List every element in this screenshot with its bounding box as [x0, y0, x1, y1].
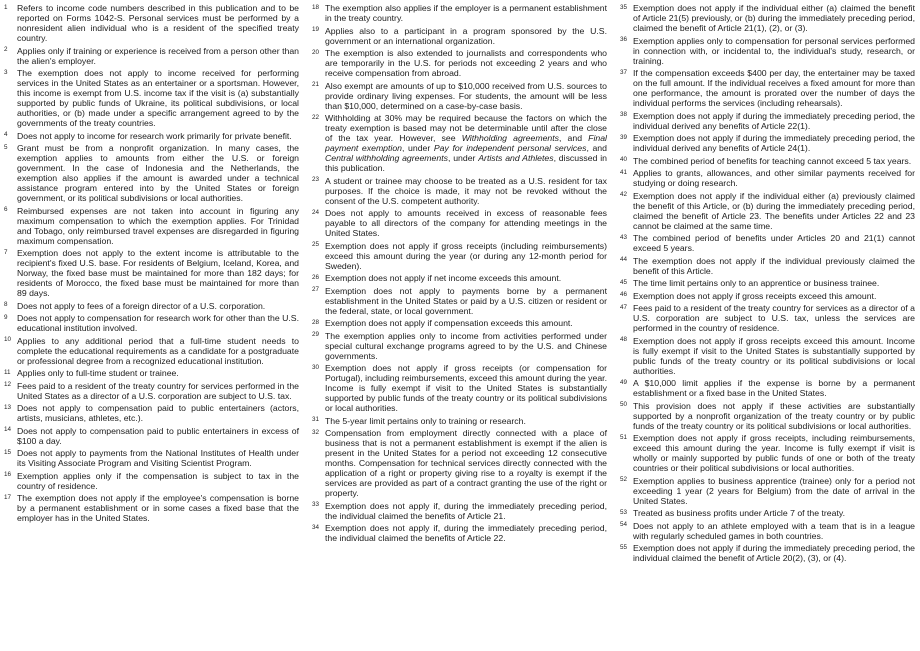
footnote-text: Exemption does not apply if during the immediately preceding period, the individual derived any benefits of Article 24(1).	[633, 133, 915, 153]
footnote-text: Exemption does not apply if during the immediately preceding period, the individual derived any benefits of Article 22(1).	[633, 110, 915, 131]
footnote-text: Applies only if training or experience is received from a person other than the alien's employer.	[17, 45, 299, 66]
footnote-text: Exemption does not apply if during the immediately preceding period, the individual claimed the benefit of Article 20(2), (3), or (4).	[633, 543, 915, 563]
footnote-number: 44	[620, 256, 628, 263]
footnote-number: 54	[620, 521, 628, 528]
footnote-number: 43	[620, 233, 628, 241]
footnote-number: 33	[312, 501, 320, 508]
footnote-item	[312, 416, 607, 426]
footnote-text: Applies also to a participant in a program sponsored by the U.S. government or an international organization.	[325, 25, 607, 46]
footnote-number: 52	[620, 476, 628, 483]
footnote-number: 20	[312, 48, 320, 56]
footnote-text-segment: Withholding at 30% may be required because the factors on which the treaty exemption is based may not be determinable until after the close of the tax year. However, see	[325, 113, 607, 143]
footnote-column	[312, 3, 607, 651]
footnote-number: 19	[312, 26, 320, 33]
footnote-item	[620, 508, 915, 518]
footnote-column	[4, 3, 299, 651]
footnote-item	[312, 523, 607, 543]
footnote-number: 2	[4, 46, 8, 53]
footnote-item	[312, 363, 607, 413]
footnote-number: 13	[4, 403, 12, 411]
footnote-item	[4, 381, 299, 401]
footnote-number: 15	[4, 448, 12, 456]
footnote-number: 16	[4, 471, 12, 478]
footnote-text: Exemption does not apply if, during the immediately preceding period, the individual claimed the benefits of Article 22.	[325, 523, 607, 543]
footnote-text: Applies only to full-time student or trainee.	[17, 368, 179, 378]
footnote-number: 55	[620, 543, 628, 551]
footnote-number: 36	[620, 36, 628, 43]
footnote-number: 45	[620, 278, 628, 286]
footnote-text: Also exempt are amounts of up to $10,000 received from U.S. sources to provide ordinary living expenses. For students, the amount will be less than $10,000, determined on a case-by-case basis.	[325, 80, 607, 111]
footnote-text: Exemption does not apply if gross receipts, including reimbursements, exceed this amount during the year. Income is fully exempt if visit is wholly or mainly supported by public funds of one or both of the treaty countries or their political subdivisions or local authorities.	[633, 433, 915, 473]
footnote-text: The 5-year limit pertains only to training or research.	[325, 415, 526, 426]
footnote-text-italic-segment: Pay for independent personal services	[433, 143, 587, 153]
footnote-item	[620, 191, 915, 231]
footnote-text: Applies to any additional period that a full-time student needs to complete the educational requirements as a candidate for a postgraduate or professional degree from a recognized educational institution.	[17, 335, 299, 366]
footnote-number: 24	[312, 208, 320, 216]
footnote-text: Does not apply to an athlete employed with a team that is in a league with regularly scheduled games in both countries.	[633, 520, 915, 541]
footnote-item	[4, 493, 299, 523]
footnote-item	[312, 26, 607, 46]
footnote-number: 48	[620, 336, 628, 343]
footnote-item	[620, 68, 915, 108]
footnote-number: 11	[4, 368, 11, 376]
footnote-item	[4, 143, 299, 203]
footnote-number: 21	[312, 81, 320, 88]
footnote-number: 10	[4, 336, 12, 343]
footnote-item	[620, 291, 915, 301]
footnote-text: Does not apply to compensation paid to public entertainers (actors, artists, musicians, athletes, etc.).	[17, 403, 299, 423]
footnote-text: Treated as business profits under Article 7 of the treaty.	[633, 508, 845, 518]
footnote-item	[312, 331, 607, 361]
footnote-number: 29	[312, 331, 320, 338]
footnote-text: The combined period of benefits under Articles 20 and 21(1) cannot exceed 5 years.	[633, 233, 915, 253]
footnote-number: 9	[4, 313, 8, 321]
footnote-text: Exemption does not apply to the extent income is attributable to the recipient's fixed U.S. base. For residents of Belgium, Iceland, Korea, and Norway, the fixed base must be maintained for more than 182 days; for residents of Morocco, the fixed base must be maintained for more than 89 days.	[17, 248, 299, 298]
footnote-number: 28	[312, 318, 320, 326]
footnote-item	[312, 501, 607, 521]
footnote-item	[620, 256, 915, 276]
footnote-text: The exemption applies only to income from activities performed under special cultural exchange programs agreed to by the U.S. and Chinese governments.	[325, 330, 607, 361]
footnote-text-segment: , and	[559, 133, 589, 143]
footnote-text	[325, 113, 607, 173]
footnote-number: 30	[312, 363, 320, 371]
footnote-number: 47	[620, 303, 628, 311]
footnote-item	[620, 3, 915, 33]
footnote-text: The exemption does not apply if the employee's compensation is borne by a permanent establishment or in some cases a fixed base that the employer has in the United States.	[17, 493, 299, 523]
footnote-item	[4, 336, 299, 366]
footnote-text: Refers to income code numbers described in this publication and to be reported on Forms 1042-S. Personal services must be performed by a nonresident alien individual who is a resident of the specified treaty country.	[17, 3, 299, 43]
footnote-text: Exemption does not apply to payments borne by a permanent establishment in the United States or paid by a U.S. citizen or resident or the federal, state, or local government.	[325, 285, 607, 316]
footnote-number: 5	[4, 143, 8, 151]
footnote-text: The exemption does not apply if the individual previously claimed the benefit of this Article.	[633, 255, 915, 276]
footnote-number: 6	[4, 206, 8, 213]
footnote-item	[620, 521, 915, 541]
footnote-text: Exemption does not apply if gross receipts exceed this amount.	[633, 290, 877, 301]
footnote-text: Applies to grants, allowances, and other similar payments received for studying or doing research.	[633, 168, 915, 188]
footnote-text: Exemption does not apply if gross receipts (or compensation for Portugal), including reimbursements, exceed this amount during the year. Income is fully exempt if visit to the United States is substantially supported by public funds of the treaty country or its political subdivisions or local authorities.	[325, 363, 607, 413]
footnote-text-segment: , under	[447, 153, 479, 163]
footnote-item	[4, 448, 299, 468]
footnote-text: Grant must be from a nonprofit organization. In many cases, the exemption applies to amounts from either the U.S. or foreign government. In the case of Indonesia and the Netherlands, the exemption also applies if the amount is awarded under a technical assistance program entered into by the United States or foreign government, or its political subdivisions or local authorities.	[17, 143, 299, 203]
footnote-item	[312, 273, 607, 283]
footnote-item	[4, 3, 299, 43]
footnote-number: 1	[4, 3, 8, 11]
footnote-item	[620, 278, 915, 288]
footnote-item	[620, 401, 915, 431]
footnote-text: The time limit pertains only to an apprentice or business trainee.	[633, 278, 880, 288]
footnote-number: 14	[4, 426, 12, 433]
footnote-text: Fees paid to a resident of the treaty country for services as a director of a U.S. corporation are subject to U.S. tax, unless the services are performed in the country of residence.	[633, 303, 915, 333]
footnote-text: Reimbursed expenses are not taken into account in figuring any maximum compensation to which the exemption applies. For Trinidad and Tobago, only reimbursed travel expenses are disregarded in figuring maximum compensation.	[17, 205, 299, 246]
footnote-number: 18	[312, 3, 320, 11]
footnote-item	[620, 233, 915, 253]
footnote-item	[4, 301, 299, 311]
footnote-item	[620, 36, 915, 66]
footnote-number: 35	[620, 3, 628, 11]
footnote-text: The exemption is also extended to journalists and correspondents who are temporarily in the U.S. for periods not exceeding 2 years and who receive compensation from abroad.	[325, 48, 607, 78]
footnote-text: Exemption does not apply if compensation exceeds this amount.	[325, 318, 573, 328]
footnote-item	[4, 248, 299, 298]
footnote-number: 4	[4, 131, 8, 138]
footnote-text: Does not apply to income for research work primarily for private benefit.	[17, 130, 292, 141]
footnote-number: 23	[312, 176, 320, 183]
footnote-column	[620, 3, 915, 651]
footnote-number: 49	[620, 378, 628, 386]
footnote-text: Exemption applies only to compensation for personal services performed in connection with, or incidental to, the individual's study, research, or training.	[633, 35, 915, 66]
footnote-text: Does not apply to fees of a foreign director of a U.S. corporation.	[17, 300, 266, 311]
footnote-text: Exemption does not apply if gross receipts exceed this amount. Income is fully exempt if visit to the United States is substantially supported by public funds of the treaty country or its political subdivisions or local authorities.	[633, 335, 915, 376]
footnote-item	[620, 476, 915, 506]
footnote-item	[4, 403, 299, 423]
footnote-item	[4, 68, 299, 128]
footnote-item	[312, 428, 607, 498]
footnote-number: 34	[312, 523, 320, 531]
footnote-item	[312, 3, 607, 23]
footnote-text: The exemption also applies if the employer is a permanent establishment in the treaty country.	[325, 3, 607, 23]
footnote-item	[620, 168, 915, 188]
footnote-text-segment: , and	[586, 143, 607, 153]
footnote-item	[4, 313, 299, 333]
footnote-item	[312, 48, 607, 78]
footnote-number: 38	[620, 111, 628, 118]
footnote-item	[4, 471, 299, 491]
footnote-item	[4, 368, 299, 378]
footnote-text: The combined period of benefits for teaching cannot exceed 5 tax years.	[633, 155, 912, 166]
footnote-text-segment: , under	[402, 143, 434, 153]
footnote-item	[312, 176, 607, 206]
footnote-number: 46	[620, 291, 628, 298]
footnote-item	[4, 426, 299, 446]
footnote-number: 42	[620, 191, 628, 198]
footnote-item	[312, 241, 607, 271]
footnote-text: The exemption does not apply to income received for performing services in the United States as an entertainer or a sportsman. However, this income is exempt from U.S. income tax if the visit is (a) substantially supported by public funds of Ukraine, its political subdivisions, or local authorities, or (b) made under a specific arrangement agreed to by the governments of the treaty countries.	[17, 68, 299, 128]
footnote-item	[312, 113, 607, 173]
footnote-number: 8	[4, 301, 8, 308]
footnote-number: 12	[4, 381, 12, 388]
footnote-text-segment: , discussed in this publication.	[325, 153, 608, 173]
footnote-text: Compensation from employment directly connected with a place of business that is not a permanent establishment is exempt if the alien is present in the United States for a period not exceeding 12 consecutive months. Compensation for technical services directly connected with the application of a right or property giving rise to a royalty is exempt if the services are provided as part of a contract granting the use of the right or property.	[325, 428, 607, 498]
footnote-item	[312, 81, 607, 111]
footnote-item	[620, 111, 915, 131]
footnote-text-italic-segment: Central withholding agreements	[325, 153, 448, 163]
footnote-text-italic-segment: Artists and Athletes	[478, 153, 554, 163]
footnote-text: Exemption applies only if the compensation is subject to tax in the country of residence.	[17, 470, 299, 491]
footnote-number: 27	[312, 286, 320, 293]
footnote-text: Does not apply to amounts received in excess of reasonable fees payable to all directors of the company for attending meetings in the United States.	[325, 208, 607, 238]
footnote-number: 39	[620, 133, 628, 141]
footnote-number: 26	[312, 273, 320, 281]
footnote-number: 40	[620, 156, 628, 163]
footnote-number: 17	[4, 493, 12, 501]
footnote-text: Does not apply to compensation for research work for other than the U.S. educational institution involved.	[17, 313, 299, 333]
footnote-text: Exemption does not apply if, during the immediately preceding period, the individual claimed the benefits of Article 21.	[325, 500, 607, 521]
footnote-item	[620, 336, 915, 376]
footnote-text: Does not apply to payments from the National Institutes of Health under its Visiting Associate Program and Visiting Scientist Program.	[17, 448, 299, 468]
footnote-number: 25	[312, 241, 320, 248]
footnote-item	[4, 131, 299, 141]
footnote-text: Fees paid to a resident of the treaty country for services performed in the United States as a director of a U.S. corporation are subject to U.S. tax.	[17, 380, 299, 401]
footnote-item	[620, 133, 915, 153]
footnote-item	[312, 286, 607, 316]
footnote-number: 50	[620, 401, 628, 408]
footnote-number: 7	[4, 248, 8, 256]
footnote-item	[620, 543, 915, 563]
footnote-number: 31	[312, 416, 320, 423]
footnote-number: 41	[620, 168, 628, 176]
footnote-item	[620, 303, 915, 333]
footnote-number: 22	[312, 113, 320, 121]
footnote-text: If the compensation exceeds $400 per day, the entertainer may be taxed on the full amount. If the individual receives a fixed amount for more than one performance, the amount is prorated over the number of days the individual performs the services (including rehearsals).	[633, 68, 915, 108]
footnote-text: A $10,000 limit applies if the expense is borne by a permanent establishment or a fixed base in the United States.	[633, 378, 915, 398]
footnote-item	[620, 433, 915, 473]
footnote-text: Does not apply to compensation paid to public entertainers in excess of $100 a day.	[17, 425, 299, 446]
footnote-number: 32	[312, 428, 320, 436]
footnote-text: Exemption does not apply if gross receipts (including reimbursements) exceed this amount during the year (or during any 12-month period for Sweden).	[325, 240, 607, 271]
footnote-text: Exemption does not apply if the individual either (a) previously claimed the benefit of this Article, or (b) during the immediately preceding period, claimed the benefit of Article 23. The benefits under Articles 22 and 23 cannot be claimed at the same time.	[633, 190, 915, 231]
footnote-number: 3	[4, 68, 8, 76]
footnote-item	[4, 206, 299, 246]
footnote-item	[620, 378, 915, 398]
footnote-item	[312, 208, 607, 238]
footnote-text-italic-segment: Final payment exemption	[325, 133, 607, 153]
footnote-number: 51	[620, 433, 628, 441]
footnote-text: This provision does not apply if these activities are substantially supported by a nonprofit organization of the treaty country or by public funds of the treaty country or its political subdivisions or local authorities.	[633, 400, 915, 431]
footnote-text: A student or trainee may choose to be treated as a U.S. resident for tax purposes. If the choice is made, it may not be revoked without the consent of the U.S. competent authority.	[325, 175, 607, 206]
footnote-item	[4, 46, 299, 66]
footnote-item	[620, 156, 915, 166]
footnote-item	[312, 318, 607, 328]
footnote-number: 37	[620, 68, 628, 76]
footnote-text: Exemption applies to business apprentice (trainee) only for a period not exceeding 1 year (2 years for Belgium) from the date of arrival in the United States.	[633, 475, 915, 506]
footnote-text: Exemption does not apply if the individual either (a) claimed the benefit of Article 21(5) previously, or (b) during the immediately preceding period, claimed the benefit of Article 21(1), (2), or (3).	[633, 3, 915, 33]
footnote-text-italic-segment: Withholding agreements	[461, 133, 559, 143]
footnote-number: 53	[620, 508, 628, 516]
footnote-text: Exemption does not apply if net income exceeds this amount.	[325, 273, 562, 283]
